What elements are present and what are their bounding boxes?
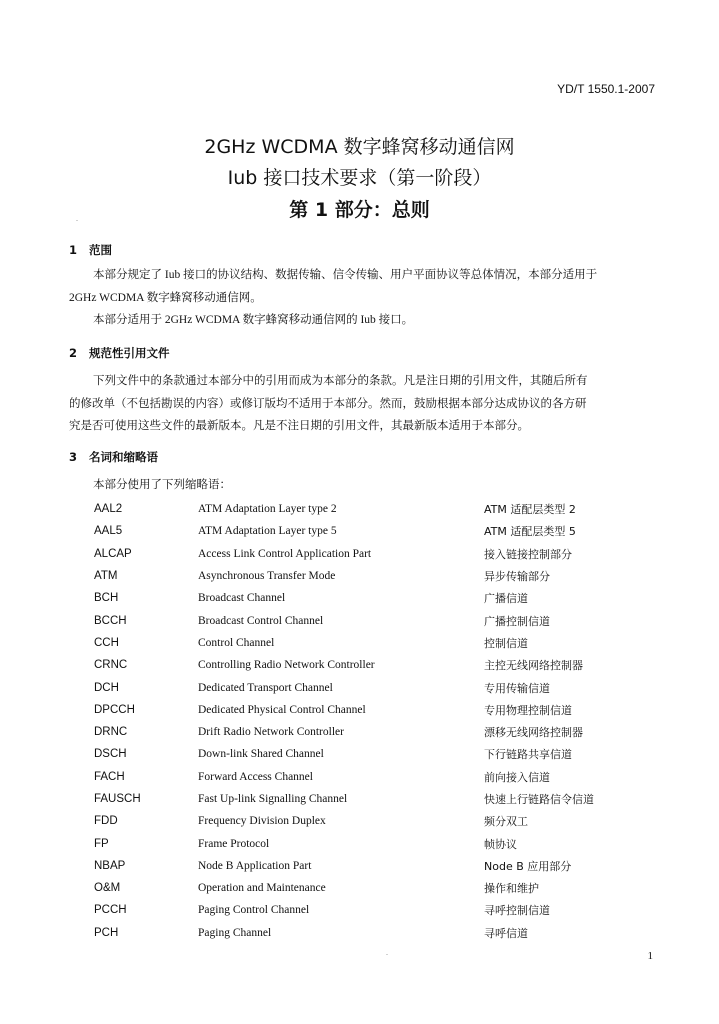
document-title-line-2: Iub 接口技术要求（第一阶段） [227,167,492,189]
abbreviation: DPCCH [94,703,135,716]
abbreviation: PCH [94,926,119,939]
chinese-term: 接入链接控制部分 [484,547,572,561]
section-1-para-2: 本部分适用于 2GHz WCDMA 数字蜂窝移动通信网的 Iub 接口。 [93,314,414,326]
abbreviation-row [94,743,654,765]
abbreviation-row [94,498,654,520]
abbreviation: PCCH [94,904,127,917]
abbreviation-row [94,565,654,587]
chinese-term: 寻呼信道 [484,926,528,940]
english-term: Paging Channel [198,926,272,939]
section-2-title: 规范性引用文件 [89,346,170,360]
chinese-term: ATM 适配层类型 2 [484,503,576,517]
english-term: Paging Control Channel [198,904,310,917]
abbreviation-row [94,899,654,921]
english-term: Fast Up-link Signalling Channel [198,793,348,805]
section-2-heading [69,345,170,361]
abbreviation: DCH [94,681,119,694]
abbreviation: FP [94,837,109,850]
chinese-term: 广播信道 [484,592,528,606]
abbreviation-list [94,498,654,944]
abbreviation: ATM [94,570,118,583]
abbreviation: FACH [94,770,125,783]
abbreviation: DSCH [94,748,127,761]
chinese-term: 漂移无线网络控制器 [484,726,583,740]
chinese-term: 快速上行链路信令信道 [484,793,594,806]
abbreviation-row [94,855,654,877]
abbreviation-row [94,721,654,743]
chinese-term: 操作和维护 [484,882,539,896]
abbreviation-row [94,788,654,810]
english-term: ATM Adaptation Layer type 2 [198,503,337,516]
chinese-term: 主控无线网络控制器 [484,659,583,673]
section-1-heading [69,242,112,258]
abbreviation-row [94,520,654,542]
chinese-term: 前向接入信道 [484,770,550,784]
standard-number: YD/T 1550.1-2007 [557,82,655,96]
abbreviation: ALCAP [94,547,132,560]
abbreviation: BCCH [94,614,127,627]
abbreviation-row [94,810,654,832]
english-term: Down-link Shared Channel [198,748,324,761]
chinese-term: Node B 应用部分 [484,859,572,873]
abbreviation-row [94,543,654,565]
chinese-term: 下行链路共享信道 [484,748,572,762]
chinese-term: 专用物理控制信道 [484,703,572,717]
section-3-number: 3 [69,450,78,464]
scan-speck: . [386,948,388,957]
abbreviation-row [94,609,654,631]
chinese-term: 帧协议 [484,837,517,851]
english-term: Access Link Control Application Part [198,547,372,560]
section-1-number: 1 [69,243,78,257]
section-2-body [69,370,655,438]
chinese-term: 广播控制信道 [484,614,550,628]
abbreviation-row [94,676,654,698]
english-term: Dedicated Physical Control Channel [198,703,366,716]
document-title-line-3: 第 1 部分：总则 [289,199,430,221]
english-term: Controlling Radio Network Controller [198,659,375,672]
section-1-body [69,264,655,332]
section-2-line-2: 的修改单（不包括勘误的内容）或修订版均不适用于本部分。然而，鼓励根据本部分达成协议的各方研 [69,397,587,410]
english-term: Dedicated Transport Channel [198,681,333,694]
english-term: ATM Adaptation Layer type 5 [198,525,337,538]
english-term: Broadcast Channel [198,592,286,605]
english-term: Broadcast Control Channel [198,614,324,627]
page-number: 1 [647,950,653,962]
section-2-number: 2 [69,346,78,360]
chinese-term: 寻呼控制信道 [484,904,550,918]
section-1-title: 范围 [89,243,112,257]
abbreviation: CCH [94,636,119,649]
chinese-term: 专用传输信道 [484,681,550,695]
abbreviation: CRNC [94,659,128,672]
abbreviation-row [94,587,654,609]
chinese-term: 异步传输部分 [484,570,550,584]
abbreviation: DRNC [94,726,128,739]
abbreviation: BCH [94,592,119,605]
chinese-term: 频分双工 [484,815,528,829]
abbreviation-row [94,632,654,654]
section-1-para-1-line-2: 2GHz WCDMA 数字蜂窝移动通信网。 [69,291,262,304]
section-2-line-3: 究是否可使用这些文件的最新版本。凡是不注日期的引用文件，其最新版本适用于本部分。 [69,420,529,432]
section-2-line-1: 下列文件中的条款通过本部分中的引用而成为本部分的条款。凡是注日期的引用文件，其随后所有 [93,375,588,387]
abbreviation-row [94,699,654,721]
abbreviation: FDD [94,815,118,828]
abbreviation: AAL2 [94,503,123,516]
english-term: Node B Application Part [198,859,312,872]
english-term: Asynchronous Transfer Mode [198,570,336,583]
english-term: Forward Access Channel [198,770,313,783]
english-term: Control Channel [198,636,275,649]
section-3-heading [69,449,158,465]
document-title-line-1: 2GHz WCDMA 数字蜂窝移动通信网 [204,136,515,158]
abbreviation-row [94,922,654,944]
chinese-term: 控制信道 [484,636,528,650]
english-term: Frequency Division Duplex [198,815,326,828]
abbreviation-row [94,654,654,676]
scan-speck: . [76,214,78,223]
section-3-intro-text: 本部分使用了下列缩略语： [93,479,231,491]
english-term: Frame Protocol [198,837,270,850]
abbreviation-row [94,832,654,854]
section-3-title: 名词和缩略语 [89,450,158,464]
english-term: Drift Radio Network Controller [198,726,344,739]
abbreviation: FAUSCH [94,793,141,805]
abbreviation: AAL5 [94,525,123,538]
chinese-term: ATM 适配层类型 5 [484,525,576,539]
abbreviation: NBAP [94,859,126,872]
abbreviation-row [94,766,654,788]
abbreviation-row [94,877,654,899]
section-3-intro [69,474,655,497]
english-term: Operation and Maintenance [198,882,326,895]
section-1-para-1-line-1: 本部分规定了 Iub 接口的协议结构、数据传输、信令传输、用户平面协议等总体情况，本部分适用于 [93,269,598,281]
abbreviation: O&M [94,882,121,895]
